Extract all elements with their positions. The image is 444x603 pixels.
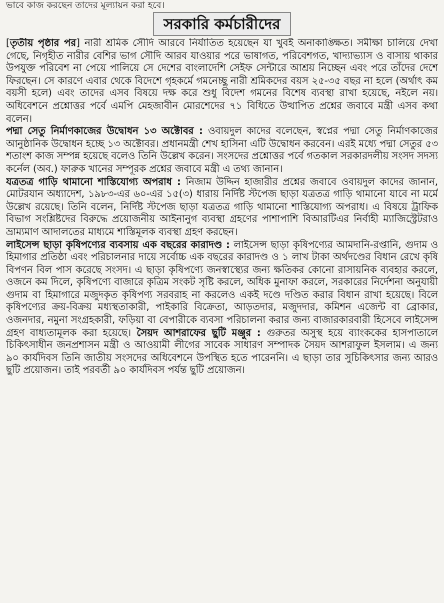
paragraph-5-text: গুরুতর অসুস্থ হয়ে ব্যাংককের হাসপাতালে চিকিৎসাধীন জনপ্রশাসন মন্ত্রী ও আওয়ামী লীগের সাবেক সাধারণ সম্পাদক সৈয়দ আশরাফুল ইসলাম। এ জন্য ৯০ কার্যদিবস তিনি জাতীয় সংসদের অধিবেশনে উপস্থিত হতে পারেননি। এ ছাড়া তার সুচিকিৎসার জন্য আরও ছুটি প্রয়োজন। তাই পরবর্তী ৯০ কার্যদিবস পর্যন্ত ছুটি প্রয়োজন। bbox=[6, 327, 438, 377]
paragraph-4-lead: লাইসেন্স ছাড়া কৃষিপণ্যের ব্যবসায় এক বছরের কারাদণ্ড : bbox=[6, 239, 230, 251]
paragraph-4-text: লাইসেন্স ছাড়া কৃষিপণ্যের আমদানি-রপ্তানি, গুদাম ও হিমাগার প্রতিষ্ঠা এবং পরিচালনার দায়ে সর্বোচ্চ এক বছরের কারাদণ্ড ও ১ লাখ টাকা অর্থদণ্ডের বিধান রেখে কৃষি বিপণন বিল পাস করেছে সংসদ। এ ছাড়া কৃষিপণ্যে জনস্বাস্থ্যের জন্য ক্ষতিকর কোনো রাসায়নিক ব্যবহার করলে, ওজনে কম দিলে, কৃষিপণ্যে বাজারে কৃত্রিম সংকট সৃষ্টি করলে, অধিক মুনাফা করলে, সরকারের নির্দেশনা অনুযায়ী গুদাম বা হিমাগারে মজুদকৃত কৃষিপণ্য সরবরাহ না করলেও একই দণ্ডে দণ্ডিত করার বিধান রাখা হয়েছে। বিলে কৃষিপণ্যের ক্রয়-বিক্রয় মধ্যস্থতাকারী, পাইকারি বিক্রেতা, আড়তদার, মজুদদার, কমিশন এজেন্ট বা ব্রোকার, ওজনদার, নমুনা সংগ্রহকারী, ফড়িয়া বা বেপারীকে ব্যবসা পরিচালনা করার জন্য বাজারকারবারী হিসেবে লাইসেন্স গ্রহণ বাধ্যতামূলক করা হয়েছে। bbox=[6, 239, 438, 339]
continuation-label: তৃতীয় পৃষ্ঠার পর bbox=[9, 38, 77, 49]
paragraph-1: [তৃতীয় পৃষ্ঠার পর] নারী শ্রমিক সৌদি আরবে নির্যাতিত হয়েছেন যা খুবই অনাকাঙ্ক্ষিত। সমীক্ষা চালিয়ে দেখা গেছে, নিগৃহীত নারীর বেশির ভাগ সৌদি আরব যাওয়ার পরে ভাষাগত, পরিবেশগত, খাদ্যাভ্যাস ও বাসায় থাকার উপযুক্ত পরিবেশ না পেয়ে পালিয়ে সে দেশের বাংলাদেশি সেইফ সেন্টারে আশ্রয় নিচ্ছেন এবং পরে তাঁদের দেশে ফিরছেন। সে কারণে এবার থেকে বিদেশে গৃহকর্মে গমনেচ্ছু নারী শ্রমিকদের বয়স ২৫-৩৫ বছর না হলে (অর্থাৎ কম বয়সী হলে) এবং তাদের এসব বিষয়ে দক্ষ করে শুধু বিদেশ গমনের বিশেষ ব্যবস্থা রাখা হয়েছে, নইলে নয়। অধিবেশনে প্রশ্নোত্তর পর্বে এমপি মেহজাবীন মোরশেদের ৭১ বিধিতে উত্থাপিত প্রশ্নের জবাবে মন্ত্রী এসব কথা বলেন। bbox=[6, 38, 438, 125]
paragraph-5-lead: সৈয়দ আশরাফের ছুটি মঞ্জুর : bbox=[136, 327, 261, 339]
paragraph-1-text: নারী শ্রমিক সৌদি আরবে নির্যাতিত হয়েছেন যা খুবই অনাকাঙ্ক্ষিত। সমীক্ষা চালিয়ে দেখা গেছে, নিগৃহীত নারীর বেশির ভাগ সৌদি আরব যাওয়ার পরে ভাষাগত, পরিবেশগত, খাদ্যাভ্যাস ও বাসায় থাকার উপযুক্ত পরিবেশ না পেয়ে পালিয়ে সে দেশের বাংলাদেশি সেইফ সেন্টারে আশ্রয় নিচ্ছেন এবং পরে তাঁদের দেশে ফিরছেন। সে কারণে এবার থেকে বিদেশে গৃহকর্মে গমনেচ্ছু নারী শ্রমিকদের বয়স ২৫-৩৫ বছর না হলে (অর্থাৎ কম বয়সী হলে) এবং তাদের এসব বিষয়ে দক্ষ করে শুধু বিদেশ গমনের বিশেষ ব্যবস্থা রাখা হয়েছে, নইলে নয়। অধিবেশনে প্রশ্নোত্তর পর্বে এমপি মেহজাবীন মোরশেদের ৭১ বিধিতে উত্থাপিত প্রশ্নের জবাবে মন্ত্রী এসব কথা বলেন। bbox=[6, 38, 438, 125]
paragraph-2-text: ওবায়দুল কাদের বলেছেন, স্বপ্নের পদ্মা সেতু নির্মাণকাজের আনুষ্ঠানিক উদ্বোধন হচ্ছে ১৩ অক্টোবর। প্রধানমন্ত্রী শেখ হাসিনা এটি উদ্বোধন করবেন। এরই মধ্যে পদ্মা সেতুর ৫৩ শতাংশ কাজ সম্পন্ন হয়েছে বলেও তিনি উল্লেখ করেন। সংসদের প্রশ্নোত্তর পর্বে গতকাল সরকারদলীয় সংসদ সদস্য কর্নেল (অব.) ফারুক খানের সম্পূরক প্রশ্নের জবাবে মন্ত্রী এ তথ্য জানান। bbox=[6, 126, 438, 175]
headline-container bbox=[0, 12, 444, 36]
paragraph-3 bbox=[6, 177, 438, 240]
article-body bbox=[6, 38, 438, 598]
top-strip-text: ভাবে কাজ করছেন তাদের মূল্যায়ন করা হবে। bbox=[6, 1, 165, 11]
paragraph-3-lead: যত্রতত্র গাড়ি থামানো শাস্তিযোগ্য অপরাধ : bbox=[6, 176, 181, 188]
paragraph-2 bbox=[6, 126, 438, 176]
paragraph-4 bbox=[6, 240, 438, 379]
headline: সরকারি কর্মচারীদের bbox=[153, 12, 292, 36]
paragraph-2-lead: পদ্মা সেতু নির্মাণকাজের উদ্বোধন ১৩ অক্টোবর : bbox=[6, 126, 203, 138]
paragraph-3-text: নিজাম উদ্দিন হাজারীর প্রশ্নের জবাবে ওবায়দুল কাদের জানান, মোটরযান অধ্যাদেশ, ১৯৮৩-এর ৬০-এর ১৫(৩) ধারায় নির্দিষ্ট স্টপেজ ছাড়া যত্রতত্র গাড়ি থামানো যাবে না মর্মে উল্লেখ রয়েছে। তিনি বলেন, নির্দিষ্ট স্টপেজ ছাড়া যত্রতত্র গাড়ি থামানো শাস্তিযোগ্য অপরাধ। এ বিষয়ে ট্রাফিক বিভাগ সংশ্লিষ্টদের বিরুদ্ধে প্রয়োজনীয় আইনানুগ ব্যবস্থা গ্রহণের পাশাপাশি বিআরটিএর নির্বাহী ম্যাজিস্ট্রেটরাও ভ্রাম্যমাণ আদালতের মাধ্যমে শাস্তিমূলক ব্যবস্থা গ্রহণ করছেন। bbox=[6, 176, 438, 238]
